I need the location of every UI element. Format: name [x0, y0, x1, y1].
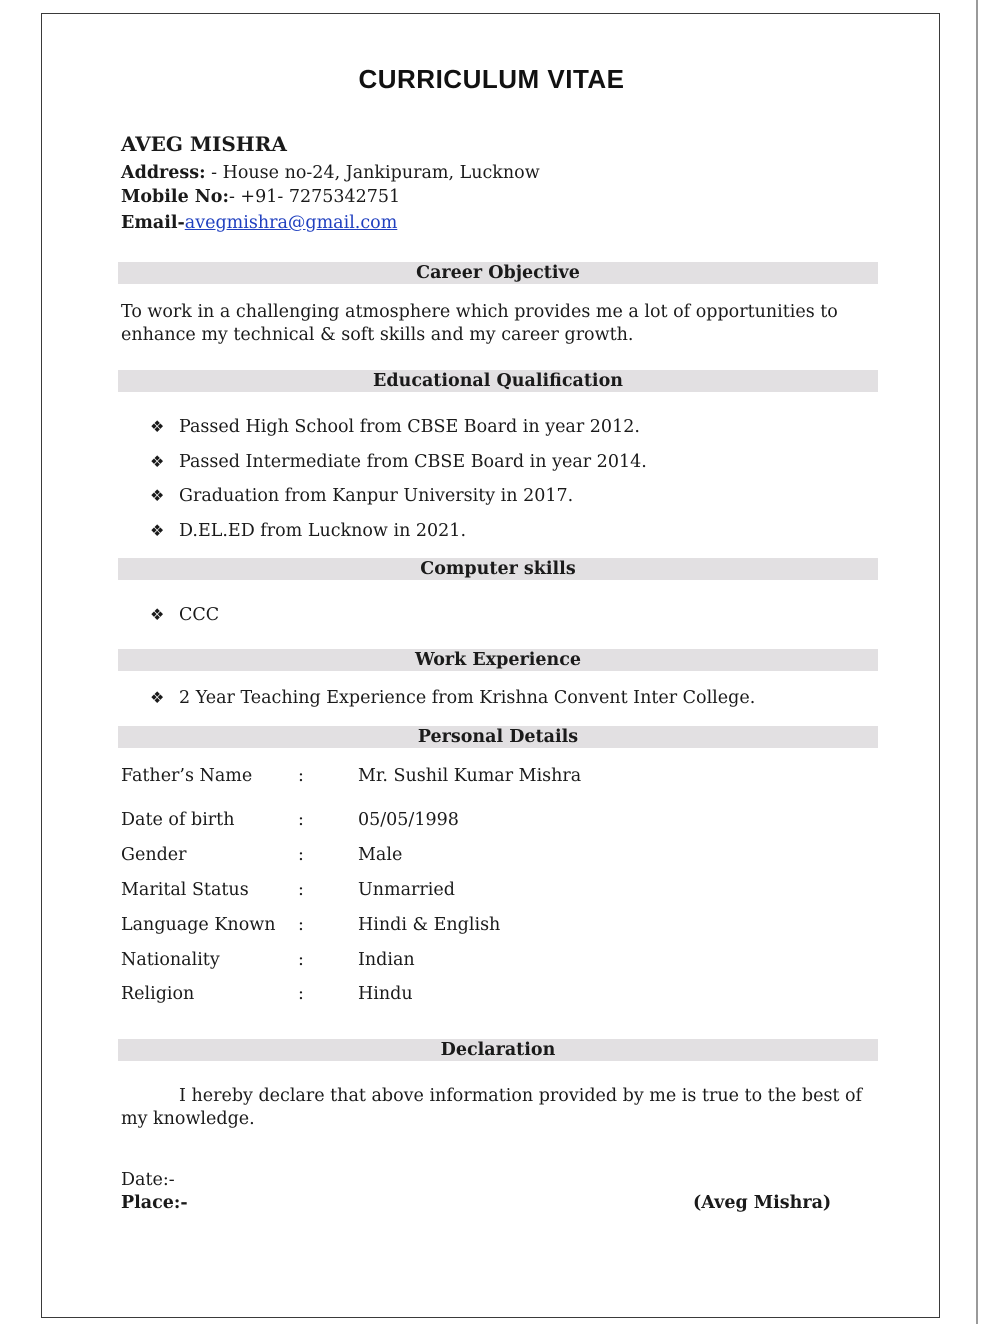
- section-heading-work-experience: Work Experience: [118, 649, 878, 671]
- detail-separator: :: [298, 810, 304, 830]
- date-label: Date:-: [121, 1170, 175, 1190]
- detail-label: Language Known: [121, 915, 276, 935]
- mobile-label: Mobile No:: [121, 187, 229, 207]
- detail-separator: :: [298, 950, 304, 970]
- detail-label: Religion: [121, 984, 195, 1004]
- diamond-bullet-icon: ❖: [150, 688, 165, 707]
- section-heading-career-objective: Career Objective: [118, 262, 878, 284]
- applicant-name: AVEG MISHRA: [121, 132, 287, 156]
- email-line: [121, 212, 397, 234]
- address-value: - House no-24, Jankipuram, Lucknow: [205, 163, 540, 183]
- detail-value: Mr. Sushil Kumar Mishra: [358, 766, 582, 786]
- detail-separator: :: [298, 880, 304, 900]
- section-heading-personal-details: Personal Details: [118, 726, 878, 748]
- email-label: Email-: [121, 213, 185, 233]
- mobile-value: - +91- 7275342751: [228, 187, 401, 207]
- detail-label: Marital Status: [121, 880, 249, 900]
- list-item: ❖ Graduation from Kanpur University in 2017.: [150, 486, 574, 506]
- address-label: Address:: [121, 163, 206, 183]
- section-heading-computer-skills: Computer skills: [118, 558, 878, 580]
- detail-value: Hindu: [358, 984, 413, 1004]
- diamond-bullet-icon: ❖: [150, 417, 165, 436]
- diamond-bullet-icon: ❖: [150, 605, 165, 624]
- document-title: CURRICULUM VITAE: [358, 64, 625, 94]
- signature-name: (Aveg Mishra): [693, 1193, 832, 1213]
- list-item: ❖ D.EL.ED from Lucknow in 2021.: [150, 521, 467, 541]
- list-item: ❖ Passed Intermediate from CBSE Board in year 2014.: [150, 452, 647, 472]
- list-item: ❖ 2 Year Teaching Experience from Krishna Convent Inter College.: [150, 688, 756, 708]
- diamond-bullet-icon: ❖: [150, 486, 165, 505]
- detail-value: Hindi & English: [358, 915, 501, 935]
- section-heading-education: Educational Qualification: [118, 370, 878, 392]
- declaration-text: I hereby declare that above information provided by me is true to the best of my knowledge.: [121, 1086, 863, 1129]
- detail-value: Unmarried: [358, 880, 455, 900]
- career-objective-text: To work in a challenging atmosphere which provides me a lot of opportunities to enhance my technical & soft skills and my career growth.: [121, 302, 838, 345]
- detail-separator: :: [298, 984, 304, 1004]
- detail-label: Father’s Name: [121, 766, 253, 786]
- detail-separator: :: [298, 845, 304, 865]
- email-link[interactable]: avegmishra@gmail.com: [184, 213, 398, 233]
- detail-label: Gender: [121, 845, 187, 865]
- detail-value: Indian: [358, 950, 415, 970]
- detail-label: Nationality: [121, 950, 220, 970]
- detail-separator: :: [298, 766, 304, 786]
- list-item: ❖ Passed High School from CBSE Board in year 2012.: [150, 417, 640, 437]
- place-label: Place:-: [121, 1193, 188, 1213]
- cv-page: [41, 13, 940, 1318]
- detail-separator: :: [298, 915, 304, 935]
- diamond-bullet-icon: ❖: [150, 452, 165, 471]
- list-item: ❖ CCC: [150, 605, 220, 625]
- page-edge-divider: [976, 0, 978, 1324]
- diamond-bullet-icon: ❖: [150, 521, 165, 540]
- detail-value: Male: [358, 845, 403, 865]
- detail-label: Date of birth: [121, 810, 235, 830]
- address-line: [121, 162, 540, 184]
- mobile-line: [121, 186, 400, 208]
- section-heading-declaration: Declaration: [118, 1039, 878, 1061]
- detail-value: 05/05/1998: [358, 810, 459, 830]
